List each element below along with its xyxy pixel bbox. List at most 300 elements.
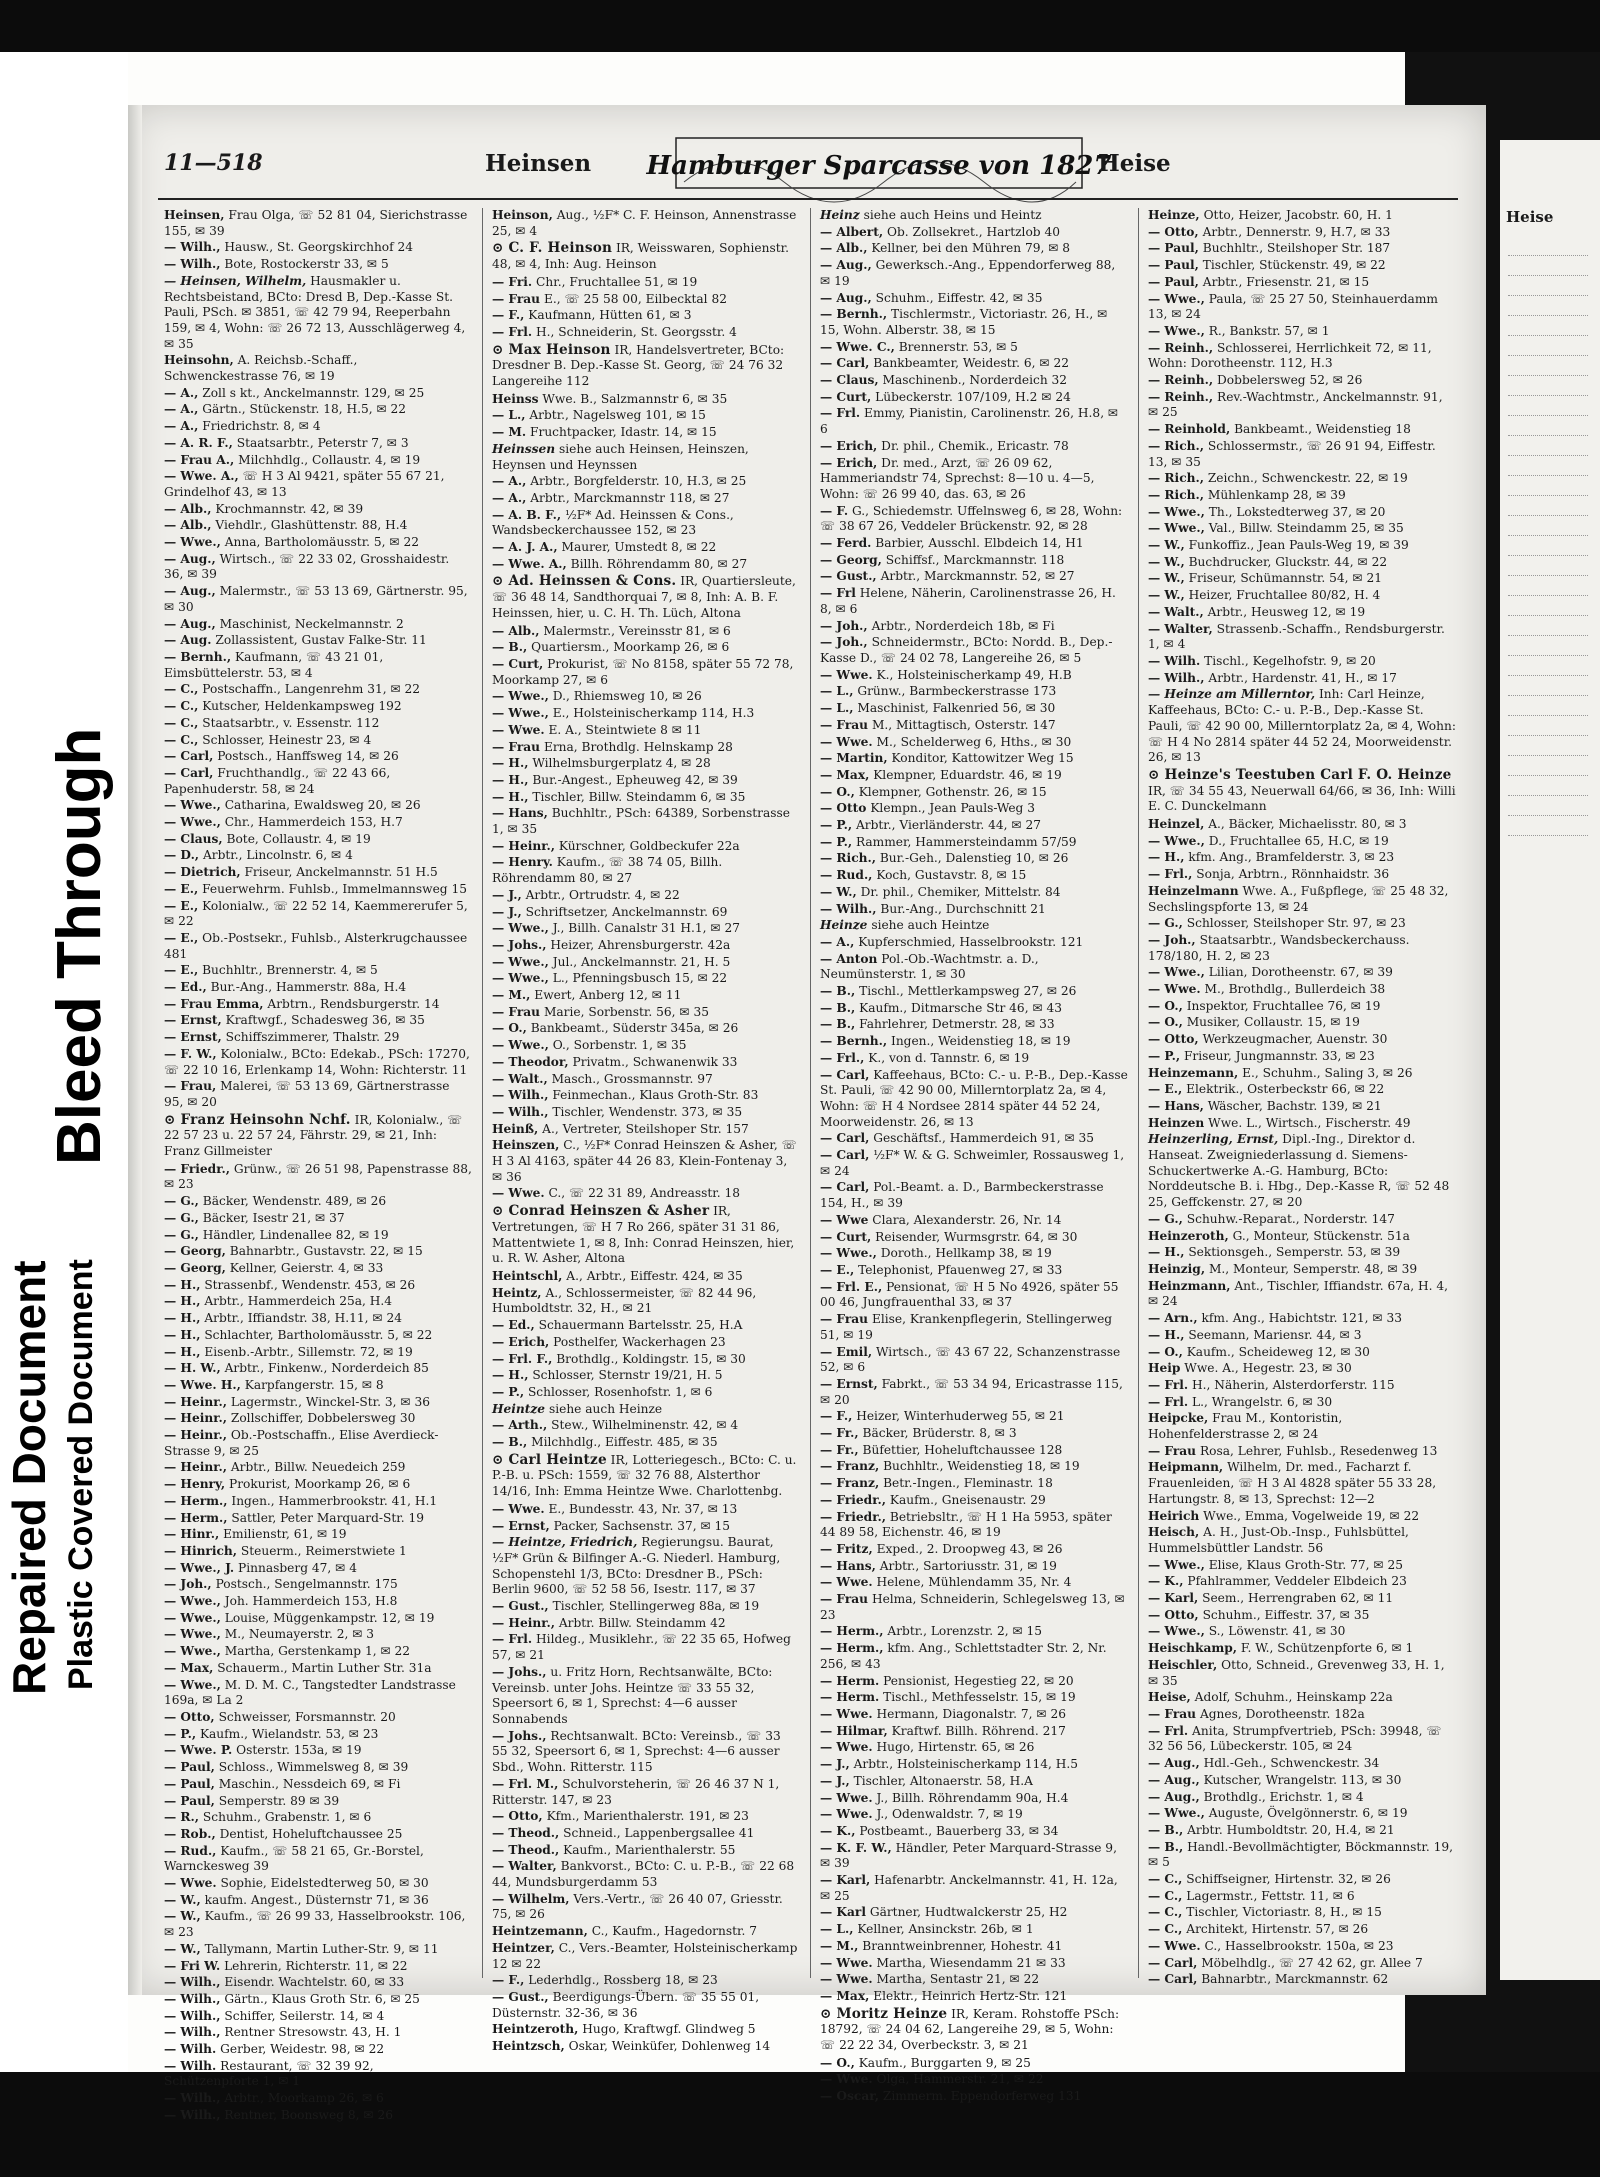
entry-details: kfm. Ang., Schlettstadter Str. 2, Nr. 256, ✉ 43 [820,1641,1107,1671]
entry-details: Hafenarbtr. Anckelmannstr. 41, H. 12a, ✉ 25 [820,1873,1118,1903]
entry-details: Dr. phil., Chemik., Ericastr. 78 [881,438,1069,453]
directory-entry [164,1211,472,1227]
entry-details: Wwe. A., Hegestr. 23, ✉ 30 [1184,1361,1352,1376]
entry-details: Milchhdlg., Eiffestr. 485, ✉ 35 [531,1435,718,1450]
entry-details: Oskar, Weinküfer, Dohlenweg 14 [568,2039,771,2054]
entry-name: — A., [492,490,527,505]
entry-details: Vers.-Vertr., ☏ 26 40 07, Griesstr. 75, ✉ 26 [492,1891,783,1922]
directory-entry [492,208,800,239]
entry-name: — Aug., [1148,1756,1200,1771]
entry-name: — Wwe. [492,1501,545,1516]
entry-name: — H., [1148,1245,1185,1260]
entry-details: Kürschner, Goldbeckufer 22a [558,838,740,853]
directory-entry [492,1453,800,1500]
entry-name: — Ernst, [164,1030,222,1045]
entry-details: Arbtr. Billw. Steindamm 42 [558,1615,726,1630]
directory-entry [820,1724,1128,1740]
directory-entry [164,1810,472,1826]
entry-name: — F. [820,503,849,518]
entry-name: — Frl. [820,406,861,421]
entry-name: Heintschl, [492,1269,563,1283]
directory-entry [492,1021,800,1037]
entry-details: IR, Lotteriegesch., BCto: C. u. P.-B. u. PSch: 1559, ☏ 32 76 88, Alsterthor 14/16, Inh: Emma Heintze Wwe. Charlottenbg. [492,1452,797,1499]
directory-entry [492,508,800,539]
directory-entry [164,865,472,881]
entry-name: — Wilhelm, [492,1891,570,1906]
directory-entry [164,1577,472,1593]
entry-name: — F. W., [164,1046,217,1061]
entry-name: — Wwe., [492,971,549,986]
directory-entry [1148,1082,1456,1098]
entry-details: Barbier, Ausschl. Elbdeich 14, H1 [875,536,1084,551]
directory-entry [1148,1690,1456,1706]
directory-entry [492,1616,800,1632]
entry-name: — Heinsen, Wilhelm, [164,273,307,288]
directory-entry [164,1013,472,1029]
entry-details: Lehrerin, Richterstr. 11, ✉ 22 [224,1958,408,1973]
directory-entry [820,373,1128,389]
entry-name: — Max, [820,767,870,782]
directory-entry [492,392,800,408]
entry-name: — Bernh., [820,1034,888,1049]
entry-details: Eisenb.-Arbtr., Sillemstr. 72, ✉ 19 [204,1344,413,1359]
entry-name: — Wwe., [164,535,221,550]
entry-name: — Albert, [820,224,884,239]
entry-details: A. Reichsb.-Schaff., Schwenckestrasse 76, ✉ 19 [164,353,358,384]
directory-entry [164,1627,472,1643]
directory-entry [820,1148,1128,1179]
directory-entry [1148,1229,1456,1245]
directory-entry [492,1138,800,1185]
directory-entry [164,2009,472,2025]
entry-name: Heinss [492,391,539,406]
entry-details: Semperstr. 89 ✉ 39 [218,1793,340,1808]
entry-details: Buchhltr., Steilshoper Str. 187 [1202,241,1391,256]
entry-details: Tischlermstr., Victoriastr. 26, H., ✉ 15, Wohn. Alberstr. 38, ✉ 15 [820,307,1108,337]
entry-details: Schweisser, Forsmannstr. 20 [218,1709,396,1724]
entry-details: Pensionist, Hegestieg 22, ✉ 20 [883,1673,1074,1688]
entry-name: — P., [492,1384,525,1399]
entry-details: Kolonialw., BCto: Edekab., PSch: 17270, ☏ 22 10 16, Erlenkamp 14, Wohn: Richterstr. 11 [164,1046,470,1077]
entry-details: Gärtner, Hudtwalckerstr 25, H2 [869,1905,1068,1920]
entry-name: — Wwe. [164,1876,217,1891]
directory-entry [820,1905,1128,1921]
entry-name: — Dietrich, [164,865,241,880]
entry-details: Sektionsgeh., Semperstr. 53, ✉ 39 [1188,1245,1401,1260]
entry-details: Lagermstr., Fettstr. 11, ✉ 6 [1186,1888,1355,1903]
entry-name: — Curt, [492,656,544,671]
directory-entry [820,835,1128,851]
entry-details: Schlossermstr., ☏ 26 91 94, Eiffestr. 13, ✉ 35 [1148,438,1436,469]
page-gutter-shadow [128,105,142,1995]
directory-entry [820,1807,1128,1823]
entry-name: — Wwe., [1148,1806,1205,1821]
entry-details: L., Wrangelstr. 6, ✉ 30 [1192,1394,1333,1409]
entry-details: Quartiersm., Moorkamp 26, ✉ 6 [531,640,730,655]
directory-entry [492,2039,800,2055]
directory-entry [164,931,472,962]
directory-entry [492,1335,800,1351]
entry-name: — Joh., [1148,932,1196,947]
entry-name: — E., [164,881,199,896]
directory-entry [164,1494,472,1510]
entry-name: ⊙ Ad. Heinssen & Cons. [492,573,677,590]
directory-entry [164,1328,472,1344]
entry-details: Zeichn., Schwenckestr. 22, ✉ 19 [1207,471,1408,486]
directory-entry [164,436,472,452]
entry-name: — M., [492,988,531,1003]
entry-name: — Wwe., [164,1627,221,1642]
entry-details: Pinnasberg 47, ✉ 4 [238,1560,357,1575]
header-right-keyword: Heise [1098,150,1171,177]
directory-entry [492,689,800,705]
directory-entry [820,1001,1128,1017]
directory-entry [492,241,800,272]
entry-details: Lederhdlg., Rossberg 18, ✉ 23 [528,1973,718,1988]
entry-details: Kutscher, Wrangelstr. 113, ✉ 30 [1203,1772,1402,1787]
entry-name: Heisch, [1148,1525,1200,1540]
entry-details: Rentner Stresowstr. 43, H. 1 [224,2025,402,2040]
entry-name: — A., [820,934,855,949]
directory-entry [820,818,1128,834]
entry-details: Aug., ½F* C. F. Heinson, Annenstrasse 25, ✉ 4 [492,208,797,238]
directory-entry [1148,1116,1456,1132]
directory-entry [820,1624,1128,1640]
entry-name: — Wwe. [820,1706,873,1721]
entry-details: Kellner, bei den Mühren 79, ✉ 8 [871,241,1071,256]
entry-details: Wäscher, Bachstr. 139, ✉ 21 [1207,1098,1382,1113]
entry-name: — Frau, [164,1079,217,1094]
entry-details: Ob.-Postsekr., Fuhlsb., Alsterkrugchaussee 481 [164,930,468,961]
directory-entry [1148,654,1456,670]
entry-name: — Heintze, Friedrich, [492,1535,638,1550]
entry-details: Ob. Zollsekret., Hartzlob 40 [886,224,1060,239]
entry-name: — Johs., [492,1664,547,1679]
entry-details: Feuerwehrm. Fuhlsb., Immelmannsweg 15 [202,881,467,896]
directory-entry [492,1502,800,1518]
directory-entry [1148,471,1456,487]
entry-details: Schauerm., Martin Luther Str. 31a [217,1660,432,1675]
directory-entry [820,1824,1128,1840]
directory-entry [1148,834,1456,850]
directory-entry [820,553,1128,569]
directory-entry [1148,1279,1456,1310]
entry-name: — B., [820,984,856,999]
entry-name: — Walt., [1148,604,1204,619]
directory-entry [820,504,1128,535]
entry-details: D., Rhiemsweg 10, ✉ 26 [552,689,702,704]
entry-details: Louise, Müggenkampstr. 12, ✉ 19 [224,1610,435,1625]
entry-details: Karpfangerstr. 15, ✉ 8 [244,1377,384,1392]
entry-details: Friseur, Schümannstr. 54, ✉ 21 [1188,571,1382,586]
directory-entry [164,1294,472,1310]
entry-name: — K., [820,1823,856,1838]
entry-name: — Walt., [492,1071,548,1086]
directory-entry [492,1535,800,1598]
entry-details: Dentist, Hoheluftchaussee 25 [219,1826,403,1841]
directory-entry [492,1318,800,1334]
entry-name: ⊙ C. F. Heinson [492,240,613,257]
entry-details: IR, Vertretungen, ☏ H 7 Ro 266, später 31 31 86, Mattentwiete 1, ✉ 8, Inh: Conrad Heinszen, hier, u. R. W. Asher, Altona [492,1204,795,1266]
entry-name: — Wwe., [492,954,549,969]
directory-entry [164,1378,472,1394]
entry-name: — Wilh. [1148,653,1201,668]
entry-details: Pol.-Beamt. a. D., Barmbeckerstrasse 154, H., ✉ 39 [820,1180,1104,1211]
directory-entry [164,386,472,402]
entry-details: Joh. Hammerdeich 153, H.8 [224,1594,398,1609]
entry-name: ⊙ Heinze's Teestuben Carl F. O. Heinze [1148,766,1452,783]
entry-name: — Rich., [1148,438,1204,453]
entry-name: — Wwe., [492,921,549,936]
entry-name: — Wwe. H., [164,1377,241,1392]
entry-name: Heise, [1148,1690,1191,1705]
directory-entry [492,1843,800,1859]
directory-entry [492,921,800,937]
directory-entry [820,1263,1128,1279]
directory-entry [492,1777,800,1808]
entry-name: — W., [1148,571,1185,586]
directory-entry [820,1641,1128,1672]
entry-details: Feinmechan., Klaus Groth-Str. 83 [552,1088,759,1103]
directory-entry [820,1559,1128,1575]
directory-entry [164,963,472,979]
entry-details: Frau M., Kontoristin, Hohenfelderstrasse 2, ✉ 24 [1148,1411,1343,1442]
directory-entry [492,1122,800,1138]
entry-name: — Wwe., [1148,521,1205,536]
directory-entry [164,1345,472,1361]
entry-details: Viehdlr., Glashüttenstr. 88, H.4 [215,518,408,533]
directory-entry [1148,982,1456,998]
directory-entry [820,1180,1128,1211]
entry-details: Wwe. A., Fußpflege, ☏ 25 48 32, Sechslingspforte 13, ✉ 24 [1148,883,1449,914]
directory-entry [820,868,1128,884]
entry-details: Schiffseigner, Hirtenstr. 32, ✉ 26 [1186,1872,1391,1887]
entry-name: Heinze, [1148,208,1200,222]
directory-entry [164,1611,472,1627]
entry-name: — Gust., [492,1989,549,2004]
entry-name: — Wwe., [492,1038,549,1053]
entry-details: Bur.-Ang., Hammerstr. 88a, H.4 [210,980,407,995]
directory-entry [1148,208,1456,224]
directory-entry [1148,1460,1456,1507]
entry-details: Emmy, Pianistin, Carolinenstr. 26, H.8, ✉ 6 [820,406,1119,437]
directory-entry [164,2025,472,2041]
entry-details: Sophie, Eidelstedterweg 50, ✉ 30 [220,1876,429,1891]
entry-details: Posthelfer, Wackerhagen 23 [553,1334,726,1349]
entry-name: — L., [820,684,854,699]
directory-entry [492,756,800,772]
directory-entry [820,340,1128,356]
entry-name: — Arn., [1148,1311,1198,1326]
entry-details: E. A., Steintwiete 8 ✉ 11 [548,722,702,737]
directory-entry [164,469,472,500]
entry-name: — Aug., [1148,1772,1200,1787]
entry-details: G., Schiedemstr. Uffelnsweg 6, ✉ 28, Wohn: ☏ 38 67 26, Veddeler Brückenstr. 92, ✉ 28 [820,503,1123,534]
entry-name: — Otto, [1148,1607,1199,1622]
directory-entry [492,1826,800,1842]
entry-name: — Alb., [164,518,212,533]
entry-name: — Otto, [164,1709,215,1724]
entry-details: Zollschiffer, Dobbelersweg 30 [230,1411,416,1426]
entry-details: Bäcker, Wendenstr. 489, ✉ 26 [202,1194,387,1209]
entry-name: — Alb., [492,623,540,638]
entry-name: — Heinr., [164,1460,227,1475]
entry-details: Reisender, Wurmsgrstr. 64, ✉ 30 [875,1229,1078,1244]
entry-details: Dr. phil., Chemiker, Mittelstr. 84 [860,884,1061,899]
entry-details: C., Hasselbrookstr. 150a, ✉ 23 [1204,1938,1394,1953]
entry-details: A., Vertreter, Steilshoper Str. 157 [542,1121,749,1136]
entry-name: — Heinr., [164,1428,227,1443]
directory-entry [820,1674,1128,1690]
entry-name: — Wwe. [820,1955,873,1970]
entry-name: — Otto, [1148,224,1199,239]
directory-entry [164,1460,472,1476]
directory-entry [492,1269,800,1285]
entry-details: Bahnarbtr., Marckmannstr. 62 [1201,1972,1389,1987]
directory-entry [820,241,1128,257]
directory-entry [820,785,1128,801]
directory-entry [492,1435,800,1451]
directory-entry [1148,258,1456,274]
entry-details: Funkoffiz., Jean Pauls-Weg 19, ✉ 39 [1188,538,1409,553]
directory-entry [492,855,800,886]
directory-entry [1148,622,1456,653]
entry-details: Arbtr., Nagelsweg 101, ✉ 15 [529,408,706,423]
directory-entry [1148,225,1456,241]
directory-entry [820,1345,1128,1376]
directory-entry [1148,850,1456,866]
entry-name: — Theodor, [492,1054,569,1069]
directory-entry [1148,390,1456,421]
entry-name: — H., [164,1294,201,1309]
entry-details: Privatm., Schwanenwik 33 [572,1054,738,1069]
entry-details: Fahrlehrer, Detmerstr. 28, ✉ 33 [859,1017,1055,1032]
entry-details: Kellner, Ansinckstr. 26b, ✉ 1 [857,1922,1034,1937]
directory-entry [820,1510,1128,1541]
entry-details: Ingen., Weidenstieg 18, ✉ 19 [891,1034,1071,1049]
entry-details: Kaufmann, Hütten 61, ✉ 3 [528,308,692,323]
entry-name: — Wwe. P. [164,1743,233,1758]
directory-entry [820,851,1128,867]
column-4 [1148,208,1456,1987]
entry-name: — B., [492,640,528,655]
entry-details: siehe auch Heintze [871,918,990,933]
entry-details: Strassenbf., Wendenstr. 453, ✉ 26 [204,1277,416,1292]
directory-entry [164,402,472,418]
entry-details: C., Vers.-Beamter, Holsteinischerkamp 12 ✉ 22 [492,1940,798,1971]
directory-entry [820,935,1128,951]
entry-name: — H., [492,756,529,771]
directory-entry [492,1072,800,1088]
directory-entry [164,1411,472,1427]
directory-entry [492,1924,800,1940]
entry-name: — A., [164,419,199,434]
directory-entry [1148,1889,1456,1905]
entry-details: Buchhltr., PSch: 64389, Sorbenstrasse 1, ✉ 35 [492,806,790,837]
entry-details: K., von d. Tannstr. 6, ✉ 19 [868,1050,1030,1065]
directory-columns [164,208,1458,2122]
entry-details: F. W., Schützenpforte 6, ✉ 1 [1240,1641,1414,1656]
entry-details: Geschäftsf., Hammerdeich 91, ✉ 35 [873,1131,1095,1146]
entry-name: Heinsen, [164,208,225,222]
entry-name: Heip [1148,1361,1181,1376]
entry-name: Heipmann, [1148,1460,1224,1475]
entry-name: — O., [820,784,855,799]
entry-details: IR, Handelsvertreter, BCto: Dresdner B. Dep.-Kasse St. Georg, ☏ 24 76 32 Langereihe 112 [492,342,785,389]
entry-name: Heischler, [1148,1657,1218,1672]
entry-details: kfm. Ang., Habichtstr. 121, ✉ 33 [1201,1311,1402,1326]
entry-name: — A. J. A., [492,540,558,555]
directory-entry [164,650,472,681]
directory-entry [1148,1840,1456,1871]
directory-entry [164,716,472,732]
entry-details: Elektrik., Osterbeckstr 66, ✉ 22 [1186,1082,1385,1097]
entry-details: M., Mittagtisch, Osterstr. 147 [871,717,1056,732]
entry-name: — Wwe. [820,1807,873,1822]
entry-details: Zimmerm. Eppendorferweg 131 [882,2089,1082,2104]
entry-name: — Gust., [492,1599,549,1614]
entry-name: Heinssen [492,441,556,456]
entry-details: Rosa, Lehrer, Fuhlsb., Resedenweg 13 [1199,1443,1438,1458]
entry-name: — H. W., [164,1361,221,1376]
directory-entry [492,1859,800,1890]
entry-details: Kupferschmied, Hasselbrookstr. 121 [858,934,1084,949]
entry-name: — Franz, [820,1476,880,1491]
entry-details: Gewerksch.-Ang., Eppendorferweg 88, ✉ 19 [820,258,1116,288]
entry-details: Paula, ☏ 25 27 50, Steinhauerdamm 13, ✉ 24 [1148,291,1438,322]
entry-name: — W., [164,1909,201,1924]
entry-name: — Wwe., [1148,1624,1205,1639]
directory-entry [164,798,472,814]
directory-entry [492,540,800,556]
entry-details: Kaufm., ☏ 58 21 65, Gr.-Borstel, Warnckesweg 39 [164,1843,424,1874]
entry-name: — Carl, [820,1148,870,1163]
entry-details: Maschinist, Falkenried 56, ✉ 30 [857,701,1056,716]
directory-entry [1148,884,1456,915]
entry-name: — Wwe. [820,1790,873,1805]
entry-details: Koch, Gustavstr. 8, ✉ 15 [876,868,1027,883]
entry-details: Schiffsf., Marckmannstr. 118 [885,552,1065,567]
entry-details: Malerei, ☏ 53 13 69, Gärtnerstrasse 95, ✉ 20 [164,1079,450,1109]
entry-name: — Herm., [164,1510,228,1525]
entry-details: Krochmannstr. 42, ✉ 39 [215,501,364,516]
directory-entry [1148,1658,1456,1689]
next-page-keyword: Heise [1506,208,1554,226]
entry-details: Schlosser, Rosenhofstr. 1, ✉ 6 [527,1384,713,1399]
entry-details: Brothdlg., Erichstr. 1, ✉ 4 [1203,1789,1364,1804]
directory-entry [164,1844,472,1875]
entry-name: Heintze [492,1401,546,1416]
directory-entry [1148,1956,1456,1972]
directory-entry [492,1352,800,1368]
entry-name: — Bernh., [164,649,232,664]
sparcasse-banner-logo [646,132,1112,194]
directory-entry [164,815,472,831]
entry-name: — Frl. [1148,1377,1189,1392]
entry-name: — Paul, [164,1760,215,1775]
entry-name: Heinze [820,918,868,933]
entry-details: Kaufm., Burggarten 9, ✉ 25 [858,2055,1031,2070]
entry-name: Heinszen, [492,1138,560,1153]
entry-details: Kaufm., Scheideweg 12, ✉ 30 [1186,1344,1370,1359]
entry-details: Adolf, Schuhm., Heinskamp 22a [1194,1690,1393,1705]
directory-entry [164,1113,472,1160]
directory-entry [820,1757,1128,1773]
entry-details: Inspektor, Fruchtallee 76, ✉ 19 [1186,998,1381,1013]
entry-name: — E., [1148,1082,1183,1097]
header-left-keyword: Heinsen [485,150,592,177]
entry-details: Stew., Wilhelminenstr. 42, ✉ 4 [551,1418,739,1433]
